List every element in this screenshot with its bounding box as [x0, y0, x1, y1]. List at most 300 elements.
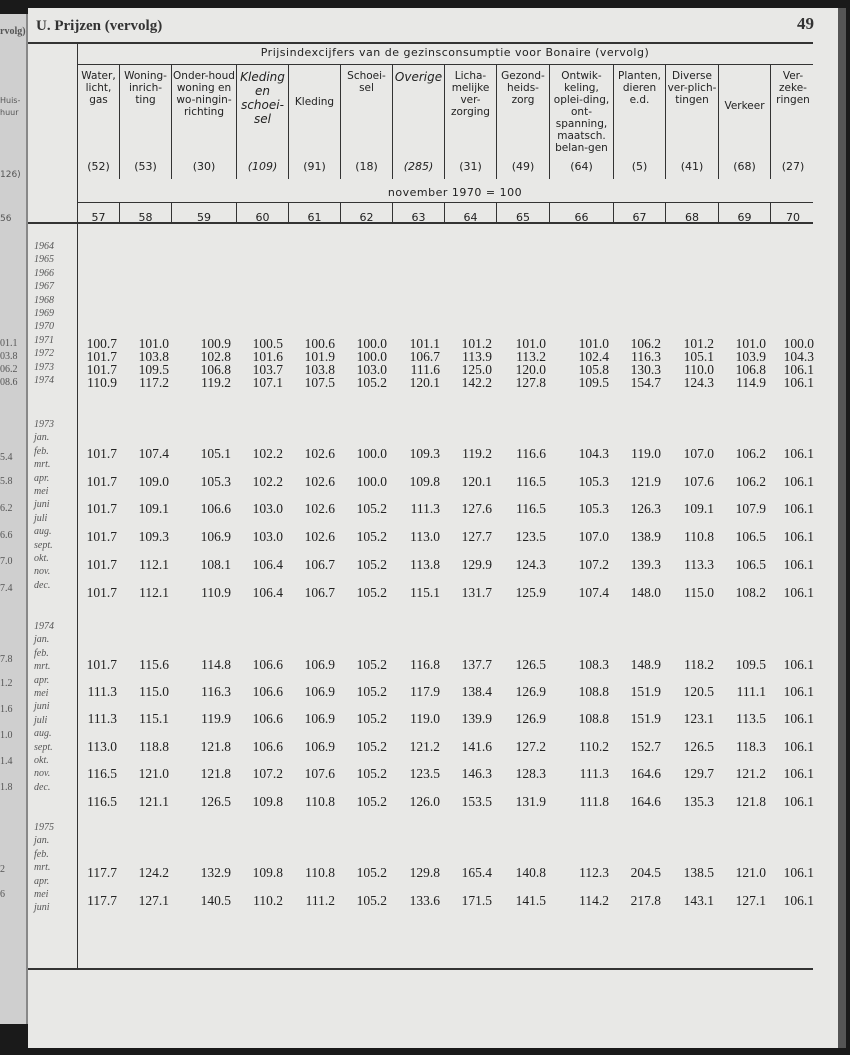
table-cell: 106.4 [252, 585, 283, 600]
table-cell: 116.6 [516, 446, 546, 461]
table-cell: 101.7 [86, 529, 117, 544]
document-page [28, 8, 840, 1048]
row-label: 1974 [34, 375, 54, 386]
column-weight: (41) [680, 160, 704, 173]
table-cell: 117.9 [410, 684, 440, 699]
table-cell: 133.6 [409, 893, 440, 908]
table-cell: 110.2 [253, 893, 283, 908]
table-cell: 101.2 [683, 336, 714, 351]
column-number: 70 [786, 211, 800, 224]
table-cell: 103.0 [252, 529, 283, 544]
row-label: apr. [34, 875, 50, 887]
table-cell: 107.2 [578, 557, 609, 572]
table-cell: 106.9 [304, 711, 335, 726]
table-cell: 110.8 [305, 865, 335, 880]
table-cell: 105.2 [356, 739, 387, 754]
table-cell: 111.3 [410, 501, 440, 516]
row-label: 1973 [34, 361, 54, 373]
table-cell: 105.2 [356, 684, 387, 699]
table-cell: 109.0 [138, 474, 169, 489]
table-cell: 107.9 [735, 501, 766, 516]
table-cell: 109.5 [735, 657, 766, 672]
table-cell: 106.1 [783, 739, 814, 754]
table-cell: 146.3 [461, 766, 492, 781]
row-label: jan. [34, 634, 50, 646]
table-cell: 106.6 [252, 684, 283, 699]
table-cell: 105.3 [578, 501, 609, 516]
table-cell: 109.1 [138, 501, 169, 516]
table-cell: 108.2 [735, 585, 766, 600]
column-header: Onder-houd woning en wo-ningin-richting [173, 70, 235, 118]
table-cell: 129.8 [409, 865, 440, 880]
left-page-value: 1.4 [0, 756, 13, 767]
table-cell: 128.3 [515, 766, 546, 781]
bottom-rule [28, 968, 813, 970]
table-cell: 101.7 [86, 349, 117, 364]
table-cell: 148.9 [630, 657, 661, 672]
row-label: juli [34, 512, 48, 524]
table-cell: 106.9 [304, 684, 335, 699]
row-label: 1975 [34, 822, 54, 833]
table-cell: 127.2 [515, 739, 546, 754]
table-cell: 109.5 [138, 362, 169, 377]
table-cell: 114.8 [201, 657, 231, 672]
row-label: 1973 [34, 419, 54, 430]
row-label: mrt. [34, 661, 51, 673]
column-weight: (18) [355, 160, 378, 173]
table-cell: 105.2 [356, 501, 387, 516]
table-cell: 120.5 [683, 684, 714, 699]
table-cell: 125.0 [461, 362, 492, 377]
table-cell: 113.0 [410, 529, 440, 544]
column-header: Overige [394, 70, 443, 84]
row-label: 1972 [34, 348, 54, 360]
table-cell: 101.0 [515, 336, 546, 351]
table-cell: 127.7 [461, 529, 492, 544]
table-cell: 101.9 [304, 349, 335, 364]
table-cell: 121.8 [735, 794, 766, 809]
table-cell: 164.6 [630, 794, 661, 809]
table-cell: 101.7 [86, 585, 117, 600]
table-cell: 109.3 [409, 446, 440, 461]
table-cell: 124.2 [138, 865, 169, 880]
table-cell: 116.3 [631, 349, 661, 364]
row-label: apr. [34, 674, 50, 686]
table-cell: 126.3 [630, 501, 661, 516]
section-title: U. Prijzen (vervolg) [36, 18, 163, 34]
left-page-value: 2 [0, 864, 5, 875]
table-cell: 105.3 [578, 474, 609, 489]
table-cell: 106.1 [783, 657, 814, 672]
table-cell: 125.9 [515, 585, 546, 600]
table-cell: 109.8 [252, 794, 283, 809]
table-cell: 130.3 [630, 362, 661, 377]
column-number: 66 [574, 211, 589, 224]
table-cell: 119.0 [410, 711, 440, 726]
row-label: okt. [34, 755, 49, 766]
column-weight: (27) [781, 160, 805, 173]
table-cell: 105.2 [356, 865, 387, 880]
row-label: 1966 [34, 267, 54, 279]
left-page-value: 7.0 [0, 556, 13, 567]
table-cell: 137.7 [461, 657, 492, 672]
table-cell: 143.1 [683, 893, 714, 908]
table-cell: 106.8 [200, 362, 231, 377]
table-cell: 108.3 [578, 657, 609, 672]
page-number: 49 [797, 14, 814, 33]
table-cell: 113.3 [684, 557, 714, 572]
row-label: mrt. [34, 459, 51, 471]
table-cell: 106.9 [304, 739, 335, 754]
table-cell: 106.7 [304, 585, 335, 600]
table-cell: 106.1 [783, 585, 814, 600]
left-page-value: 1.6 [0, 704, 13, 715]
column-weight: (53) [134, 160, 157, 173]
row-label: mei [34, 688, 49, 699]
column-weight: (30) [192, 160, 216, 173]
column-header: Planten, dieren e.d. [618, 70, 661, 106]
table-cell: 121.9 [630, 474, 661, 489]
table-cell: 111.6 [410, 362, 440, 377]
table-cell: 120.1 [409, 375, 440, 390]
table-cell: 101.7 [86, 474, 117, 489]
row-label: 1971 [34, 334, 54, 346]
table-cell: 105.2 [356, 585, 387, 600]
table-cell: 101.7 [86, 501, 117, 516]
table-cell: 121.8 [200, 766, 231, 781]
table-cell: 106.1 [783, 893, 814, 908]
table-cell: 106.1 [783, 711, 814, 726]
table-cell: 119.2 [201, 375, 231, 390]
table-cell: 127.8 [515, 375, 546, 390]
table-cell: 105.2 [356, 375, 387, 390]
table-cell: 101.0 [735, 336, 766, 351]
table-cell: 126.5 [515, 657, 546, 672]
table-cell: 121.1 [138, 794, 169, 809]
facing-left-page [0, 14, 28, 1024]
table-cell: 121.0 [735, 865, 766, 880]
table-cell: 111.3 [87, 711, 117, 726]
row-label: feb. [34, 647, 49, 659]
left-page-value: 5.8 [0, 476, 13, 487]
table-cell: 112.3 [579, 865, 609, 880]
title-rule [78, 64, 813, 65]
table-cell: 140.8 [515, 865, 546, 880]
table-cell: 106.6 [252, 711, 283, 726]
left-page-value: 7.8 [0, 654, 13, 665]
table-cell: 120.1 [461, 474, 492, 489]
row-label: dec. [34, 781, 51, 793]
table-cell: 117.2 [139, 375, 169, 390]
table-cell: 118.3 [736, 739, 766, 754]
table-cell: 116.8 [410, 657, 440, 672]
table-cell: 102.6 [304, 529, 335, 544]
table-cell: 107.4 [138, 446, 169, 461]
left-page-value: 5.4 [0, 452, 13, 463]
row-label: sept. [34, 539, 53, 551]
left-page-value: 01.1 [0, 338, 18, 349]
row-label: sept. [34, 741, 53, 753]
row-label: 1965 [34, 254, 54, 266]
table-cell: 126.9 [515, 684, 546, 699]
table-cell: 123.5 [409, 766, 440, 781]
row-label: okt. [34, 553, 49, 564]
page-edge [838, 8, 846, 1048]
table-cell: 103.8 [304, 362, 335, 377]
row-label: 1968 [34, 294, 54, 306]
table-cell: 106.6 [252, 657, 283, 672]
table-cell: 101.7 [86, 446, 117, 461]
table-cell: 105.8 [578, 362, 609, 377]
table-cell: 110.0 [684, 362, 714, 377]
table-cell: 102.8 [200, 349, 231, 364]
table-cell: 106.9 [200, 529, 231, 544]
table-cell: 121.8 [200, 739, 231, 754]
row-label: feb. [34, 445, 49, 457]
column-number: 68 [685, 211, 699, 224]
left-page-value: 6.6 [0, 530, 13, 541]
column-number: 61 [307, 211, 322, 224]
left-page-text: 126) [0, 170, 21, 180]
row-label: nov. [34, 566, 51, 578]
left-page-text: Huis- [0, 96, 21, 105]
row-label: nov. [34, 768, 51, 780]
column-weight: (49) [511, 160, 535, 173]
column-header: Verkeer [724, 100, 765, 112]
table-cell: 106.1 [783, 557, 814, 572]
table-cell: 111.3 [87, 684, 117, 699]
column-header: Water, licht, gas [81, 70, 116, 106]
table-cell: 107.0 [683, 446, 714, 461]
table-cell: 106.6 [200, 501, 231, 516]
table-cell: 102.4 [578, 349, 609, 364]
table-cell: 164.6 [630, 766, 661, 781]
table-cell: 141.5 [515, 893, 546, 908]
table-cell: 204.5 [630, 865, 661, 880]
table-cell: 119.2 [462, 446, 492, 461]
column-weight: (31) [459, 160, 482, 173]
table-cell: 106.5 [735, 529, 766, 544]
table-cell: 101.1 [409, 336, 440, 351]
left-page-text: 56 [0, 214, 12, 224]
table-cell: 100.5 [252, 336, 283, 351]
table-cell: 113.8 [410, 557, 440, 572]
base-rule [78, 202, 813, 203]
column-header: Gezond-heids-zorg [501, 70, 545, 106]
table-cell: 103.7 [252, 362, 283, 377]
row-label: 1970 [34, 321, 54, 333]
table-cell: 165.4 [461, 865, 492, 880]
column-weight: (52) [87, 160, 110, 173]
row-label: mrt. [34, 862, 51, 874]
table-cell: 105.2 [356, 557, 387, 572]
table-cell: 138.4 [461, 684, 492, 699]
column-header: Ver-zeke-ringen [776, 70, 810, 106]
table-cell: 106.7 [409, 349, 440, 364]
top-rule [28, 42, 813, 44]
table-cell: 105.2 [356, 657, 387, 672]
table-cell: 106.1 [783, 501, 814, 516]
table-cell: 111.2 [305, 893, 335, 908]
table-cell: 101.7 [86, 657, 117, 672]
table-cell: 102.6 [304, 501, 335, 516]
table-cell: 127.6 [461, 501, 492, 516]
column-number: 58 [138, 211, 153, 224]
table-cell: 115.1 [410, 585, 440, 600]
table-cell: 119.0 [631, 446, 661, 461]
table-cell: 115.1 [139, 711, 169, 726]
table-cell: 109.8 [252, 865, 283, 880]
row-label: apr. [34, 472, 50, 484]
table-cell: 126.9 [515, 711, 546, 726]
row-label: feb. [34, 848, 49, 860]
table-cell: 106.1 [783, 529, 814, 544]
table-cell: 110.2 [579, 739, 609, 754]
table-cell: 129.7 [683, 766, 714, 781]
row-label: juni [34, 701, 50, 713]
table-cell: 101.0 [138, 336, 169, 351]
column-weight: (5) [631, 160, 648, 173]
table-cell: 109.8 [409, 474, 440, 489]
table-cell: 171.5 [461, 893, 492, 908]
table-cell: 106.1 [783, 362, 814, 377]
table-cell: 106.9 [304, 657, 335, 672]
table-cell: 109.1 [683, 501, 714, 516]
table-cell: 154.7 [630, 375, 661, 390]
row-label: juni [34, 902, 50, 914]
table-cell: 102.2 [252, 446, 283, 461]
table-cell: 106.8 [735, 362, 766, 377]
column-header: Kleding [294, 96, 335, 108]
table-cell: 102.6 [304, 446, 335, 461]
left-page-value: 7.4 [0, 583, 13, 594]
table-cell: 151.9 [630, 684, 661, 699]
table-cell: 151.9 [630, 711, 661, 726]
table-cell: 103.9 [735, 349, 766, 364]
column-number: 57 [91, 211, 106, 224]
table-cell: 107.6 [683, 474, 714, 489]
table-cell: 109.5 [578, 375, 609, 390]
table-cell: 101.0 [578, 336, 609, 351]
table-cell: 103.0 [252, 501, 283, 516]
table-cell: 107.5 [304, 375, 335, 390]
row-label: mei [34, 486, 49, 497]
table-cell: 105.2 [356, 529, 387, 544]
column-weight: (285) [403, 160, 434, 173]
column-weight: (64) [570, 160, 593, 173]
table-cell: 114.9 [736, 375, 766, 390]
column-header: Licha-melijke ver-zorging [451, 70, 490, 118]
column-number: 64 [463, 211, 478, 224]
table-cell: 115.0 [684, 585, 714, 600]
table-cell: 101.7 [86, 362, 117, 377]
row-label: 1974 [34, 621, 54, 632]
column-weight: (91) [303, 160, 326, 173]
table-cell: 112.1 [139, 557, 169, 572]
table-cell: 113.0 [87, 739, 117, 754]
table-cell: 100.0 [356, 336, 387, 351]
table-cell: 117.7 [87, 893, 117, 908]
table-cell: 108.8 [578, 711, 609, 726]
table-title: Prijsindexcijfers van de gezinsconsumptie voor Bonaire (vervolg) [260, 46, 650, 59]
table-cell: 108.1 [200, 557, 231, 572]
table-cell: 141.6 [461, 739, 492, 754]
row-label: juni [34, 499, 50, 511]
table-cell: 108.8 [578, 684, 609, 699]
table-cell: 126.0 [409, 794, 440, 809]
table-cell: 123.5 [515, 529, 546, 544]
row-label: mei [34, 889, 49, 900]
table-cell: 106.2 [630, 336, 661, 351]
table-cell: 111.1 [736, 684, 766, 699]
table-cell: 106.1 [783, 474, 814, 489]
left-page-value: 1.2 [0, 678, 13, 689]
row-label: juli [34, 714, 48, 726]
left-page-value: 08.6 [0, 377, 18, 388]
table-cell: 101.6 [252, 349, 283, 364]
table-cell: 115.6 [139, 657, 169, 672]
table-cell: 118.2 [684, 657, 714, 672]
table-cell: 102.2 [252, 474, 283, 489]
table-cell: 105.1 [200, 446, 231, 461]
table-cell: 116.5 [87, 794, 117, 809]
row-label: 1967 [34, 281, 54, 293]
column-number: 63 [411, 211, 426, 224]
table-cell: 100.0 [356, 349, 387, 364]
row-label: 1964 [34, 241, 54, 252]
row-label: jan. [34, 835, 50, 847]
table-cell: 121.0 [138, 766, 169, 781]
table-cell: 129.9 [461, 557, 492, 572]
table-cell: 106.1 [783, 684, 814, 699]
base-period: november 1970 = 100 [387, 186, 523, 199]
table-cell: 111.3 [579, 766, 609, 781]
table-cell: 107.0 [578, 529, 609, 544]
table-cell: 127.1 [735, 893, 766, 908]
table-cell: 105.2 [356, 711, 387, 726]
table-cell: 105.2 [356, 794, 387, 809]
table-cell: 106.1 [783, 375, 814, 390]
table-cell: 106.7 [304, 557, 335, 572]
row-label: dec. [34, 579, 51, 591]
table-cell: 142.2 [461, 375, 492, 390]
table-cell: 105.3 [200, 474, 231, 489]
table-cell: 106.2 [735, 474, 766, 489]
table-cell: 113.2 [516, 349, 546, 364]
table-cell: 132.9 [200, 865, 231, 880]
table-cell: 116.5 [516, 474, 546, 489]
table-cell: 100.0 [356, 474, 387, 489]
table-cell: 115.0 [139, 684, 169, 699]
table-cell: 101.7 [86, 557, 117, 572]
table-cell: 104.3 [783, 349, 814, 364]
row-label: jan. [34, 432, 50, 444]
table-cell: 107.2 [252, 766, 283, 781]
table-cell: 140.5 [200, 893, 231, 908]
table-cell: 104.3 [578, 446, 609, 461]
table-cell: 123.1 [683, 711, 714, 726]
table-cell: 116.5 [87, 766, 117, 781]
table-cell: 139.9 [461, 711, 492, 726]
left-page-value: 03.8 [0, 351, 18, 362]
column-header: Ontwik-keling, oplei-ding, ont-spanning, maatsch. belan-gen [553, 70, 610, 154]
left-page-value: 1.8 [0, 782, 13, 793]
table-cell: 111.8 [579, 794, 609, 809]
table-cell: 105.2 [356, 766, 387, 781]
table-cell: 106.4 [252, 557, 283, 572]
table-cell: 107.1 [252, 375, 283, 390]
left-page-value: 06.2 [0, 364, 18, 375]
